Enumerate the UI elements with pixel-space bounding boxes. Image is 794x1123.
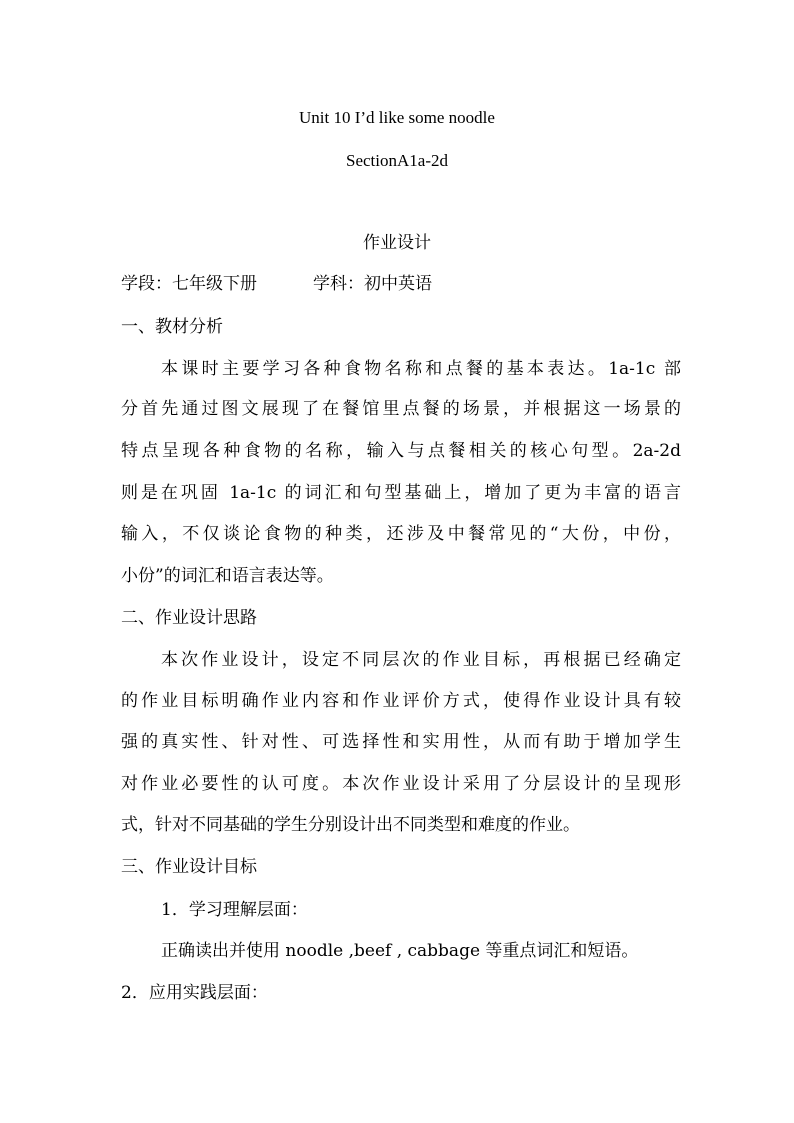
paragraph-line: 本课时主要学习各种食物名称和点餐的基本表达。1a-1c 部 <box>161 359 681 379</box>
section-2-title: 二、作业设计思路 <box>121 608 257 628</box>
section-subtitle: SectionA1a-2d <box>346 151 448 170</box>
paragraph-line: 特点呈现各种食物的名称，输入与点餐相关的核心句型。2a-2d <box>121 441 681 461</box>
meta-line <box>121 273 681 295</box>
paragraph-line: 输入，不仅谈论食物的种类，还涉及中餐常见的“大份，中份， <box>121 524 681 544</box>
paragraph-line: 强的真实性、针对性、可选择性和实用性，从而有助于增加学生 <box>121 732 681 752</box>
paragraph-line: 式，针对不同基础的学生分别设计出不同类型和难度的作业。 <box>121 815 580 835</box>
paragraph-line: 小份”的词汇和语言表达等。 <box>121 566 334 586</box>
subsection-1-text: 正确读出并使用 noodle ,beef , cabbage 等重点词汇和短语。 <box>161 941 639 961</box>
paragraph-line: 对作业必要性的认可度。本次作业设计采用了分层设计的呈现形 <box>121 774 681 794</box>
subsection-2-title: 2．应用实践层面： <box>121 983 268 1003</box>
section-1-title: 一、教材分析 <box>121 317 223 337</box>
stage-label: 学段：七年级下册 <box>121 274 257 294</box>
paragraph-line: 的作业目标明确作业内容和作业评价方式，使得作业设计具有较 <box>121 691 681 711</box>
page-title: Unit 10 I’d like some noodle <box>299 108 495 127</box>
paragraph-line: 分首先通过图文展现了在餐馆里点餐的场景，并根据这一场景的 <box>121 399 681 419</box>
paragraph-line: 则是在巩固 1a-1c 的词汇和句型基础上，增加了更为丰富的语言 <box>121 483 681 503</box>
document-heading: 作业设计 <box>363 233 431 253</box>
subject-label: 学科：初中英语 <box>313 274 432 294</box>
section-3-title: 三、作业设计目标 <box>121 857 257 877</box>
paragraph-line: 本次作业设计，设定不同层次的作业目标，再根据已经确定 <box>161 650 681 670</box>
subsection-1-title: 1．学习理解层面： <box>161 900 308 920</box>
